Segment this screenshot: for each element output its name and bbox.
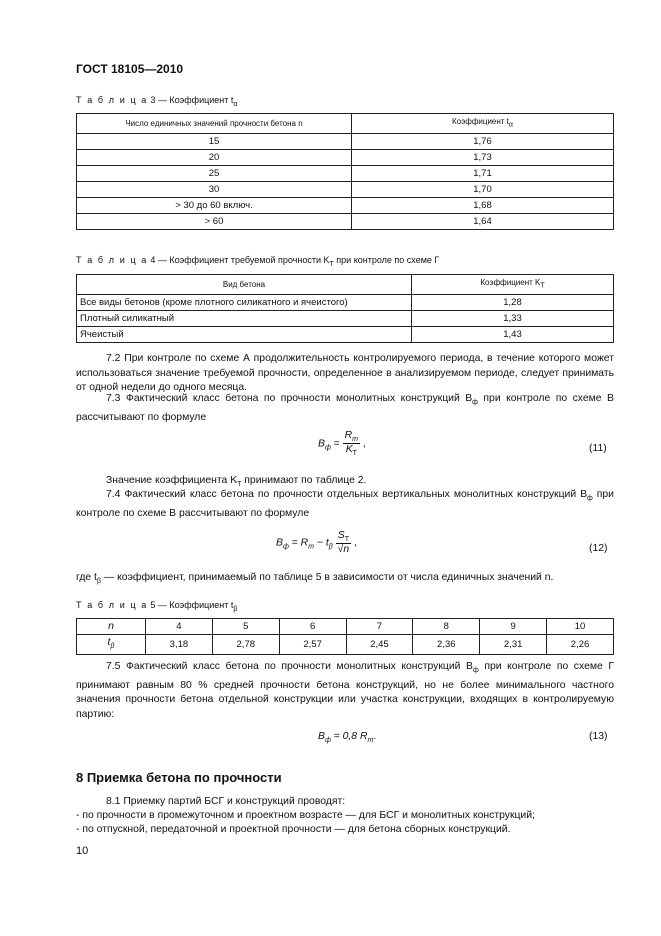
- row-head-t: $t_\beta$: [77, 635, 146, 655]
- fraction: $\frac{S_Т}{√n}$: [337, 530, 350, 556]
- caption-prefix: Т а б л и ц а: [76, 95, 148, 105]
- cell-n: 20: [77, 149, 352, 165]
- cell-n: 10: [547, 619, 614, 635]
- formula-11-number: (11): [589, 443, 607, 454]
- cell-n: 6: [279, 619, 346, 635]
- table-row: [77, 133, 614, 149]
- bullet-2: - по отпускной, передаточной и проектной прочности — для бетона сборных конструкций.: [76, 824, 511, 835]
- caption-text: 3 — Коэффициент t: [150, 95, 234, 105]
- caption-sub: α: [233, 100, 238, 108]
- cell-t: 2,57: [279, 635, 346, 655]
- cell-t: 2,78: [212, 635, 279, 655]
- caption-sub: Т: [329, 260, 334, 268]
- table-row: [77, 294, 614, 310]
- cell-k: 1,28: [412, 294, 614, 310]
- row-head-n: n: [77, 619, 146, 635]
- caption-text: 4 — Коэффициент требуемой прочности K: [150, 255, 330, 265]
- cell-n: > 60: [77, 213, 352, 229]
- paragraph-7-2: 7.2 При контроле по схеме А продолжительность контролируемого периода, в течение которого может использоваться значение требуемой прочности, определенное в анализируемом периоде, следует принимать от одной недели до одного месяца.: [76, 353, 614, 394]
- fraction: $\frac{R_m}{K_Т}$: [344, 430, 358, 458]
- cell-t: 1,68: [352, 197, 614, 213]
- table4-col2: Коэффициент $K_Т$: [412, 275, 614, 295]
- cell-n: 30: [77, 181, 352, 197]
- cell-n: > 30 до 60 включ.: [77, 197, 352, 213]
- table-row: [77, 197, 614, 213]
- caption-sub: β: [233, 605, 238, 613]
- table-row: [77, 165, 614, 181]
- table-row: [77, 310, 614, 326]
- table3-col2: Коэффициент $t_\alpha$: [352, 114, 614, 134]
- table4-caption: [76, 255, 439, 268]
- cell-t: 2,45: [346, 635, 413, 655]
- caption-prefix: Т а б л и ц а: [76, 600, 148, 610]
- cell-t: 2,36: [413, 635, 480, 655]
- cell-n: 25: [77, 165, 352, 181]
- table5-caption: [76, 600, 237, 613]
- cell-t: 1,73: [352, 149, 614, 165]
- cell-n: 4: [146, 619, 213, 635]
- formula-13-number: (13): [589, 731, 608, 742]
- table3: [76, 113, 614, 230]
- table4-col1: Вид бетона: [77, 275, 412, 295]
- caption-tail: при контроле по схеме Г: [333, 255, 440, 265]
- cell-t: 1,64: [352, 213, 614, 229]
- table-row: [77, 326, 614, 342]
- formula-11: $B_ф$ = $\frac{R_m}{K_Т}$ ,: [318, 430, 366, 458]
- table-row: [77, 213, 614, 229]
- paragraph-tb: где $t_\beta$ — коэффициент, принимаемый по таблице 5 в зависимости от числа единичных значений n.: [76, 572, 554, 586]
- cell-n: 15: [77, 133, 352, 149]
- table-row: [77, 149, 614, 165]
- paragraph-7-3: 7.3 Фактический класс бетона по прочности монолитных конструкций $B_ф$ при контроле по схеме В рассчитывают по формуле: [76, 393, 614, 423]
- cell-n: 7: [346, 619, 413, 635]
- caption-prefix: Т а б л и ц а: [76, 255, 148, 265]
- table5: [76, 618, 614, 655]
- table4: [76, 274, 614, 343]
- paragraph-kt: Значение коэффициента $K_Т$ принимают по таблице 2.: [106, 475, 367, 489]
- paragraph-7-5: 7.5 Фактический класс бетона по прочности монолитных конструкций $B_ф$ при контроле по схеме Г принимают равным 80 % средней прочности бетона конструкций, но не более минимального частного значения прочности бетона отдельной конструкции или участка конструкции, входящих в контролируемую партию:: [76, 661, 614, 720]
- formula-13: $B_ф = 0,8$ $R_m$.: [318, 731, 377, 745]
- cell-n: 8: [413, 619, 480, 635]
- paragraph-8-1: 8.1 Приемку партий БСГ и конструкций проводят:: [106, 796, 346, 807]
- cell-type: Ячеистый: [77, 326, 412, 342]
- cell-t: 2,26: [547, 635, 614, 655]
- cell-k: 1,33: [412, 310, 614, 326]
- formula-12: $B_ф = R_m - t_\beta$ $\frac{S_Т}{√n}$ ,: [276, 530, 357, 556]
- cell-n: 5: [212, 619, 279, 635]
- cell-t: 1,71: [352, 165, 614, 181]
- cell-t: 3,18: [146, 635, 213, 655]
- document-header: ГОСТ 18105—2010: [76, 62, 184, 76]
- page-number: 10: [76, 845, 89, 857]
- cell-t: 1,70: [352, 181, 614, 197]
- paragraph-7-4: 7.4 Фактический класс бетона по прочности отдельных вертикальных монолитных конструкций $B_ф$ при контроле по схеме В рассчитывают по формуле: [76, 489, 614, 519]
- cell-t: 2,31: [480, 635, 547, 655]
- cell-t: 1,76: [352, 133, 614, 149]
- formula-12-number: (12): [589, 543, 608, 554]
- table-row: [77, 181, 614, 197]
- caption-text: 5 — Коэффициент t: [150, 600, 234, 610]
- table3-col1: Число единичных значений прочности бетона n: [77, 114, 352, 134]
- bullet-1: - по прочности в промежуточном и проектном возрасте — для БСГ и монолитных конструкций;: [76, 810, 535, 821]
- cell-n: 9: [480, 619, 547, 635]
- table3-caption: [76, 95, 237, 108]
- cell-k: 1,43: [412, 326, 614, 342]
- cell-type: Плотный силикатный: [77, 310, 412, 326]
- cell-type: Все виды бетонов (кроме плотного силикатного и ячеистого): [77, 294, 412, 310]
- section-8-title: 8 Приемка бетона по прочности: [76, 770, 282, 785]
